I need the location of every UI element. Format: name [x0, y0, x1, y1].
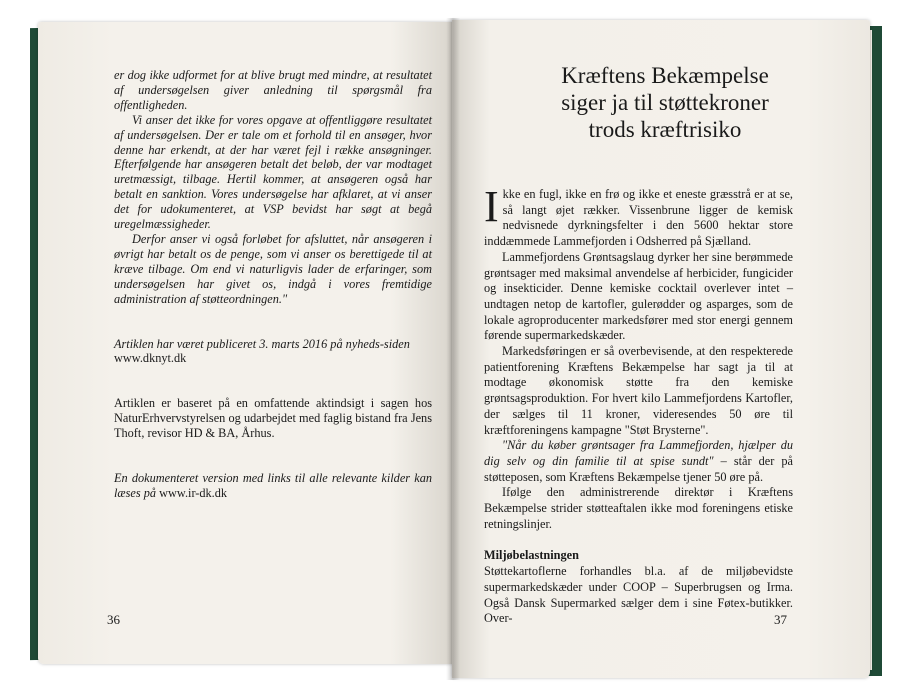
chapter-title: [500, 62, 830, 143]
left-url-dknyt: www.dknyt.dk: [114, 351, 187, 366]
title-line: Kræftens Bekæmpelse: [561, 63, 769, 88]
page-number-left: 36: [107, 612, 120, 627]
left-version-note: En dokumenteret version med links til alle relevante kilder kan læses på www.ir-dk.dk: [114, 471, 432, 500]
section-heading: Miljøbelastningen: [484, 548, 579, 563]
right-paragraph: Ikke en fugl, ikke en frø og ikke et eneste græsstrå er at se, så langt øjet rækker. Vissenbrune ligger de kemisk nedvisnede dyrkningsfelter i den 5600 hektar store inddæmmede Lammefjorden i Odsherred på Sjælland.: [484, 182, 793, 249]
right-paragraph: Støttekartoflerne forhandles bl.a. af de miljøbevidste supermarkedskæder under COOP – Superbrugsen og Irma. Også Dansk Supermarked sælger dem i sine Føtex-butikker. Over-: [484, 564, 793, 626]
title-line: trods kræftrisiko: [588, 117, 742, 142]
right-paragraph: Ifølge den administrerende direktør i Kræftens Bekæmpelse strider støtteaftalen ikke mod foreningens etiske retningslinjer.: [484, 485, 793, 531]
right-paragraph: Lammefjordens Grøntsagslaug dyrker her sine berømmede grøntsager med maksimal anvendelse af herbicider, fungicider og insekticider. Denne kemiske cocktail overlever intet – undtagen netop de kartofler, gulerødder og asparges, som de lokale agroproducenter markedsfører med stor energi gennem førende supermarkedskæder.: [484, 249, 793, 343]
left-page-text: [114, 68, 432, 501]
book-gutter: [446, 18, 460, 680]
left-basis-note: Artiklen er baseret på en omfattende aktindsigt i sagen hos NaturErhvervstyrelsen og udarbejdet med faglig bistand fra Jens Thoft, revisor HD & BA, Århus.: [114, 396, 432, 441]
left-paragraph: Derfor anser vi også forløbet for afsluttet, når ansøgeren i øvrigt har betalt os de penge, som vi anser os berettigede til at kræve tilbage. Om end vi naturligvis lader de erfaringer, som undersøgelsen har givet os, indgå i vores fremtidige administration af støtteordningen.": [114, 231, 432, 306]
drop-cap: I: [484, 182, 499, 231]
right-paragraph: Markedsføringen er så overbevisende, at den respekterede patientforening Kræftens Bekæmpelse har sagt ja til at modtage økonomisk støtte fra den kemiske grøntsagsproduktion. For hvert kilo Lammefjordens Kartofler, der sælges til 11 kroner, videresendes 50 øre til kræftforeningens kampagne "Støt Brysterne".: [484, 344, 793, 437]
page-number-right: 37: [774, 612, 787, 627]
left-publication-note: Artiklen har været publiceret 3. marts 2016 på nyheds-siden: [114, 336, 410, 351]
title-line: siger ja til støttekroner: [561, 90, 769, 115]
left-paragraph: er dog ikke udformet for at blive brugt med mindre, at resultatet af undersøgelsen giver anledning til spørgsmål fra offentligheden.: [114, 68, 432, 112]
right-paragraph: "Når du køber grøntsager fra Lammefjorden, hjælper du dig selv og din familie til at spise sundt" – står der på støtteposen, som Kræftens Bekæmpelse tjener 50 øre på.: [484, 438, 793, 484]
left-paragraph: Vi anser det ikke for vores opgave at offentliggøre resultatet af undersøgelsen. Der er tale om et forhold til en ansøger, hvor denne har erkendt, at der har været fejl i række ansøgninger. Efterfølgende har ansøgeren betalt det beløb, der var modtaget uretmæssigt, tilbage. Hertil kommer, at ansøgeren også har betalt en sanktion. Vores undersøgelse har afklaret, at vi anser det for udokumenteret, at VSP bevidst har søgt at begå uregelmæssigheder.: [114, 112, 432, 232]
right-page-text: [484, 182, 793, 627]
